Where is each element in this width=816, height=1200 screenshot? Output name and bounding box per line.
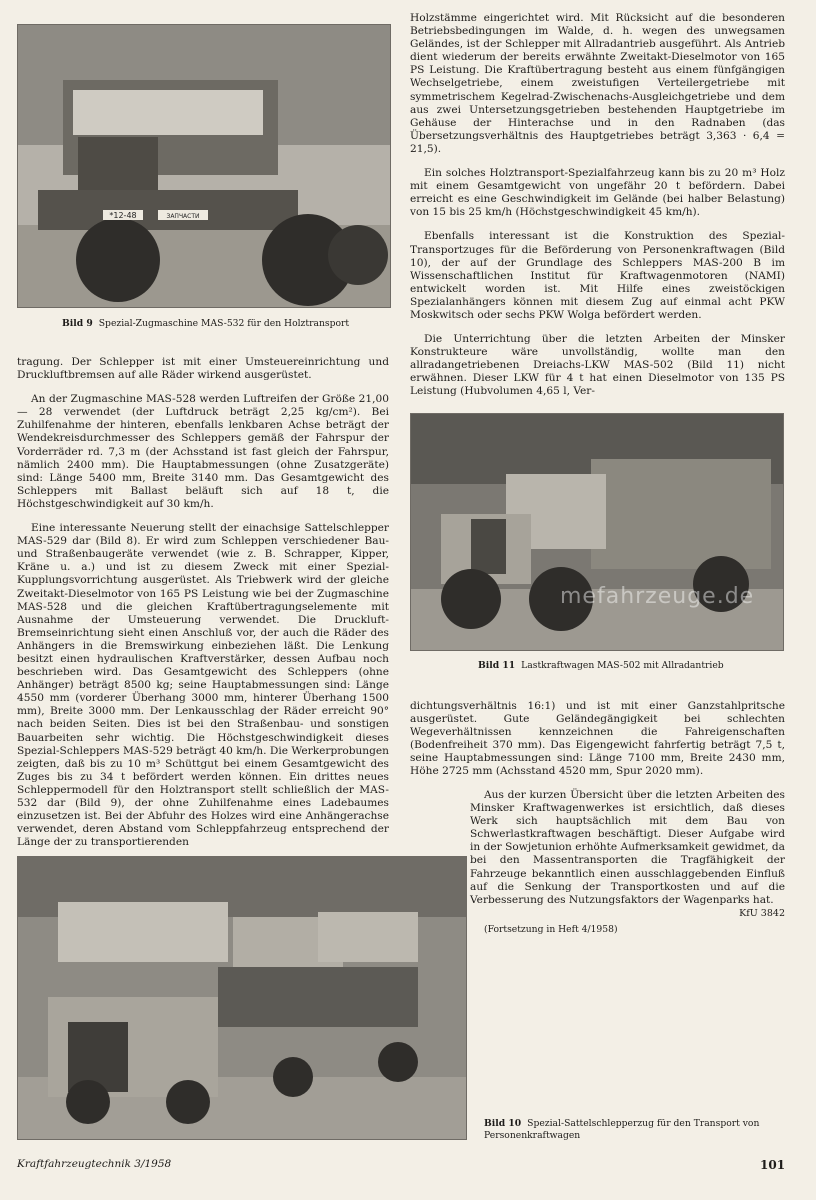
right-para-1: Holzstämme eingerichtet wird. Mit Rücksicht auf die besonderen Betriebsbedingungen im Walde, d. h. wegen des unwegsamen Geländes, ist der Schlepper mit Allradantrieb ausgeführt. Als Antrieb dient wiederum der bereits erwähnte Zweitakt-Dieselmotor von 165 PS Leistung. Die Kraftübertragung besteht aus einem fünfgängigen Wechselgetriebe, einem zweistufigen Verteilergetriebe mit symmetrischem Kegelrad-Zwischenachs-Ausgleichgetriebe und dem aus zwei Untersetzungsgetrieben bestehenden Hauptgetriebe im Gehäuse der Hinterachse und in den Radnaben (das Übersetzungsverhältnis des Hauptgetriebes beträgt 3,363 · 6,4 = 21,5).: [410, 12, 785, 155]
caption-fig11-num: Bild 11: [478, 660, 516, 671]
caption-fig11: [478, 660, 778, 672]
right-column-bottom: [470, 789, 785, 920]
right-para-3: Ebenfalls interessant ist die Konstruktion des Spezial-Transportzuges für die Beförderung von Personenkraftwagen (Bild 10), der auf der Grundlage des Schleppers MAS-200 B im Wissenschaftlichen Institut für Kraftwagenmotoren (NAMI) entwickelt worden ist. Mit Hilfe eines zweistöckigen Spezialanhängers können mit diesem Zug auf einmal acht PKW Moskwitsch oder sechs PKW Wolga befördert werden.: [410, 230, 785, 321]
side-plate: ЗАПЧАСТИ: [166, 213, 200, 220]
left-para-1: tragung. Der Schlepper ist mit einer Umsteuereinrichtung und Druckluftbremsen auf alle Räder wirkend ausgerüstet.: [17, 356, 389, 382]
page-number: 101: [760, 1158, 786, 1172]
caption-fig9-num: Bild 9: [62, 318, 93, 329]
caption-fig10-num: Bild 10: [484, 1118, 522, 1129]
caption-fig11-text: Lastkraftwagen MAS-502 mit Allradantrieb: [521, 660, 724, 671]
front-plate: *12-48: [109, 211, 137, 220]
right-mid-para-1: dichtungsverhältnis 16:1) und ist mit einer Ganzstahlpritsche ausgerüstet. Gute Geländegängigkeit bei schlechten Wegeverhältnissen kennzeichnen die Fahreigenschaften (Bodenfreiheit 370 mm). Das Eigengewicht fahrfertig beträgt 7,5 t, seine Hauptabmessungen sind: Länge 7100 mm, Breite 2430 mm, Höhe 2725 mm (Achsstand 4520 mm, Spur 2020 mm).: [410, 700, 785, 778]
right-mid-para-2: Aus der kurzen Übersicht über die letzten Arbeiten des Minsker Kraftwagenwerkes ist ersichtlich, daß dieses Werk sich hauptsächlich mit dem Bau von Schwerlastkraftwagen beschäftigt. Dieser Aufgabe wird in der Sowjetunion erhöhte Aufmerksamkeit gewidmet, da bei den Massentransporten die Tragfähigkeit der Fahrzeuge bekanntlich einen ausschlaggebenden Einfluß auf die Senkung der Transportkosten und auf die Verbesserung des Nutzungsfaktors der Wagenparks hat. KfU 3842: [470, 789, 785, 919]
right-column-top: [410, 12, 785, 410]
photo-fig9-tractor: [17, 24, 391, 308]
caption-fig10-text: Spezial-Sattelschlepperzug für den Transport von Personenkraftwagen: [484, 1118, 760, 1141]
right-column-mid: [410, 700, 785, 790]
caption-fig9-text: Spezial-Zugmaschine MAS-532 für den Holztransport: [98, 318, 350, 329]
signature: KfU 3842: [739, 907, 785, 919]
right-para-4: Die Unterrichtung über die letzten Arbeiten der Minsker Konstrukteure wäre unvollständig, wollte man den allradangetriebenen Dreiachs-LKW MAS-502 (Bild 11) nicht erwähnen. Dieser LKW für 4 t hat einen Dieselmotor von 135 PS Leistung (Hubvolumen 4,65 l, Ver-: [410, 333, 785, 398]
caption-fig9: [62, 318, 392, 330]
watermark: mefahrzeuge.de: [560, 584, 755, 609]
right-para-2: Ein solches Holztransport-Spezialfahrzeug kann bis zu 20 m³ Holz mit einem Gesamtgewicht von ungefähr 20 t befördern. Dabei erreicht es eine Geschwindigkeit im Gelände (bei halber Belastung) von 15 bis 25 km/h (Höchstgeschwindigkeit 45 km/h).: [410, 167, 785, 219]
caption-fig10: [484, 1118, 784, 1142]
journal-footer: Kraftfahrzeugtechnik 3/1958: [17, 1158, 172, 1170]
left-para-2: An der Zugmaschine MAS-528 werden Luftreifen der Größe 21,00 — 28 verwendet (der Luftdruck beträgt 2,25 kg/cm²). Bei Zuhilfenahme der hinteren, ebenfalls lenkbaren Achse beträgt der Wendekreisdurchmesser des Schleppers gemäß der Fahrspur der Vorderräder rd. 7,3 m (der Achsstand ist fast gleich der Fahrspur, nämlich 2400 mm). Die Hauptabmessungen (ohne Zusatzgeräte) sind: Länge 5400 mm, Breite 3140 mm. Das Gesamtgewicht des Schleppers mit Ballast beläuft sich auf 18 t, die Höchstgeschwindigkeit auf 30 km/h.: [17, 393, 389, 510]
left-column: [17, 356, 389, 860]
continuation-note: (Fortsetzung in Heft 4/1958): [484, 924, 618, 935]
photo-fig11-truck: [410, 413, 784, 651]
left-para-3: Eine interessante Neuerung stellt der einachsige Sattelschlepper MAS-529 dar (Bild 8). Er wird zum Schleppen verschiedener Bau- und Straßenbaugeräte verwendet (wie z. B. Schrapper, Kipper, Kräne u. a.) und ist zu diesem Zweck mit einer Spezial-Kupplungsvorrichtung ausgerüstet. Als Triebwerk wird der gleiche Zweitakt-Dieselmotor von 165 PS Leistung wie bei der Zugmaschine MAS-528 und die gleichen Kraftübertragungselemente mit Ausnahme der Umsteuerung verwendet. Die Druckluft-Bremseinrichtung sieht einen Anschluß vor, der auch die Räder des Anhängers in die Bremswirkung einbeziehen läßt. Die Lenkung besitzt einen hydraulischen Kraftverstärker, dessen Aufbau noch beschrieben wird. Das Gesamtgewicht des Schleppers (ohne Anhänger) beträgt 8500 kg; seine Hauptabmessungen sind: Länge 4550 mm (vorderer Überhang 3000 mm, hinterer Überhang 1500 mm), Breite 3000 mm. Der Lenkausschlag der Räder erreicht 90° nach beiden Seiten. Dies ist bei den Straßenbau- und sonstigen Bauarbeiten sehr wichtig. Die Höchstgeschwindigkeit dieses Spezial-Schleppers MAS-529 beträgt 40 km/h. Die Werkerprobungen zeigten, daß bis zu 10 m³ Schüttgut bei einem Gesamtgewicht des Zuges bis zu 34 t befördert werden können. Ein drittes neues Schleppermodell für den Holztransport stellt schließlich der MAS-532 dar (Bild 9), der ohne Zuhilfenahme eines Ladebaumes einzusetzen ist. Bei der Abfuhr des Holzes wird eine Anhängerachse verwendet, deren Abstand vom Schleppfahrzeug entsprechend der Länge der zu transportierenden: [17, 522, 389, 849]
photo-fig10-car-transporter: [17, 856, 467, 1140]
